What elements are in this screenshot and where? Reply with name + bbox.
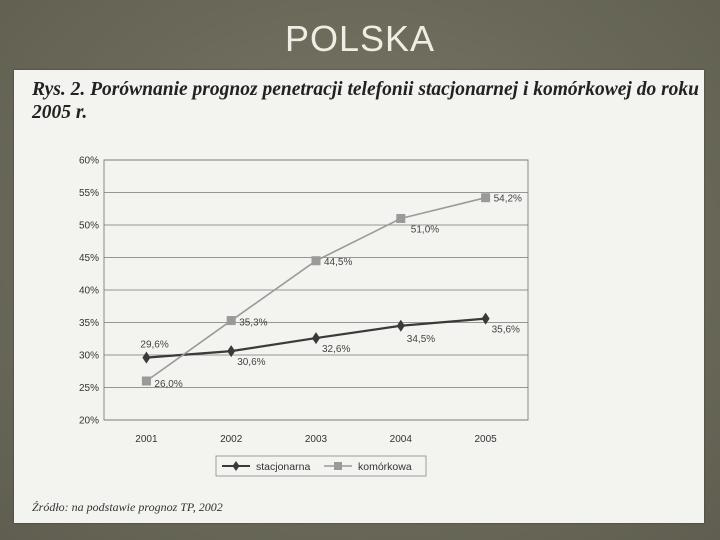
data-label: 51,0% <box>410 224 440 236</box>
scanned-figure <box>14 70 704 523</box>
data-point-stacjonarna <box>142 352 150 364</box>
legend-label-stacjonarna: stacjonarna <box>256 461 311 473</box>
data-point-komórkowa <box>481 193 490 202</box>
data-point-komórkowa <box>227 316 236 325</box>
data-label: 34,5% <box>406 333 436 345</box>
data-point-stacjonarna <box>312 332 320 344</box>
data-label: 30,6% <box>237 357 266 369</box>
x-tick-label: 2004 <box>389 434 412 445</box>
data-label: 29,6% <box>140 339 169 351</box>
data-point-stacjonarna <box>397 320 405 332</box>
y-tick-label: 40% <box>78 285 99 297</box>
line-chart <box>14 70 704 523</box>
data-label: 35,6% <box>491 324 520 336</box>
y-tick-label: 25% <box>78 383 99 394</box>
data-label: 54,2% <box>493 193 522 205</box>
y-tick-label: 20% <box>78 415 99 427</box>
x-tick-label: 2002 <box>220 434 243 445</box>
slide-title: POLSKA <box>284 18 436 59</box>
y-tick-label: 45% <box>78 253 99 264</box>
y-tick-label: 60% <box>78 155 99 167</box>
data-label: 35,3% <box>239 317 268 329</box>
y-tick-label: 30% <box>78 350 99 362</box>
x-tick-label: 2003 <box>304 434 328 445</box>
data-label: 32,6% <box>322 344 351 356</box>
data-label: 26,0% <box>154 379 183 390</box>
figure-source: Źródło: na podstawie prognoz TP, 2002 <box>32 500 223 514</box>
data-label: 44,5% <box>324 256 353 268</box>
y-tick-label: 50% <box>78 220 99 232</box>
data-point-komórkowa <box>312 256 321 265</box>
figure-caption: Rys. 2. Porównanie prognoz penetracji telefonii stacjonarnej i komórkowej do roku 2005 r. <box>32 79 700 123</box>
y-tick-label: 55% <box>78 188 99 199</box>
data-point-komórkowa <box>396 214 405 223</box>
x-tick-label: 2005 <box>474 434 497 445</box>
y-tick-label: 35% <box>78 318 99 329</box>
data-point-komórkowa <box>142 377 151 386</box>
legend-marker-stacjonarna <box>233 461 240 471</box>
x-tick-label: 2001 <box>135 434 158 445</box>
legend-marker-komórkowa <box>334 462 342 470</box>
legend-label-komórkowa: komórkowa <box>358 461 412 473</box>
